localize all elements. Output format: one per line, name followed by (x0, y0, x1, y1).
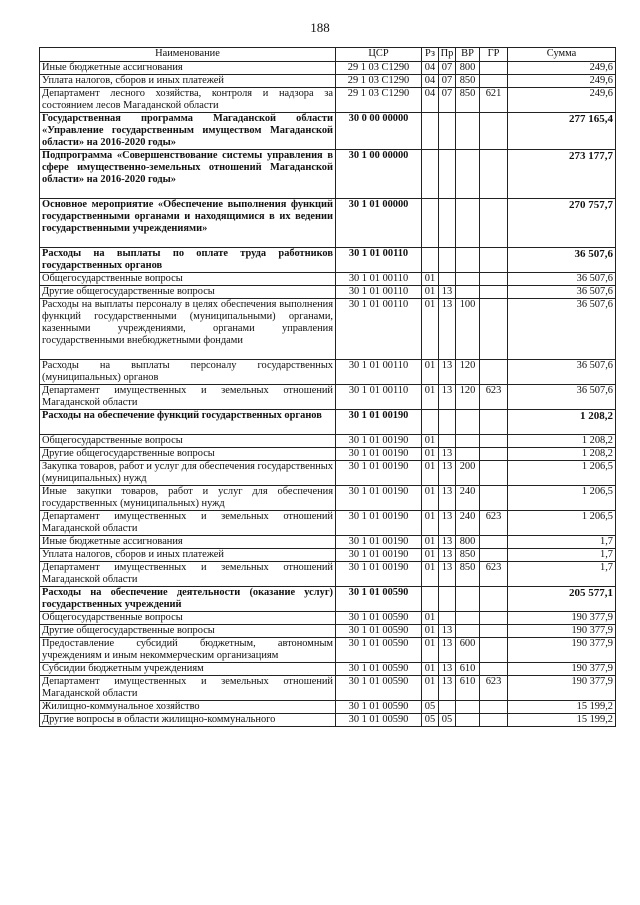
cell-name: Иные бюджетные ассигнования (40, 536, 336, 549)
header-name: Наименование (40, 48, 336, 62)
cell-vr: 610 (456, 676, 480, 701)
cell-vr (456, 448, 480, 461)
table-row (40, 113, 616, 150)
table-row (40, 701, 616, 714)
table-row (40, 385, 616, 410)
cell-vr: 610 (456, 663, 480, 676)
table-row (40, 410, 616, 435)
cell-csr: 30 1 01 00590 (336, 625, 422, 638)
cell-pr (439, 150, 456, 199)
cell-pr (439, 113, 456, 150)
cell-csr: 30 1 01 00190 (336, 410, 422, 435)
cell-name: Департамент имущественных и земельных отношений Магаданской области (40, 511, 336, 536)
cell-gr (480, 248, 508, 273)
cell-gr (480, 612, 508, 625)
cell-pr (439, 248, 456, 273)
cell-rz: 01 (422, 299, 439, 360)
cell-rz (422, 199, 439, 248)
cell-pr: 13 (439, 511, 456, 536)
cell-rz (422, 410, 439, 435)
header-rz: Рз (422, 48, 439, 62)
cell-name: Департамент лесного хозяйства, контроля и надзора за состоянием лесов Магаданской области (40, 88, 336, 113)
cell-vr (456, 248, 480, 273)
cell-pr: 13 (439, 461, 456, 486)
cell-rz (422, 150, 439, 199)
cell-pr: 13 (439, 663, 456, 676)
cell-pr: 07 (439, 62, 456, 75)
cell-name: Другие общегосударственные вопросы (40, 286, 336, 299)
cell-rz: 05 (422, 714, 439, 727)
cell-name: Расходы на выплаты по оплате труда работников государственных органов (40, 248, 336, 273)
cell-sum: 1 208,2 (508, 448, 616, 461)
cell-pr: 13 (439, 448, 456, 461)
cell-vr (456, 612, 480, 625)
cell-csr: 30 0 00 00000 (336, 113, 422, 150)
cell-gr (480, 625, 508, 638)
cell-rz: 01 (422, 536, 439, 549)
table-row (40, 676, 616, 701)
cell-vr: 850 (456, 75, 480, 88)
table-row (40, 360, 616, 385)
cell-name: Государственная программа Магаданской области «Управление государственным имуществом Магаданской области» на 2016-2020 годы» (40, 113, 336, 150)
cell-rz: 01 (422, 663, 439, 676)
cell-sum: 249,6 (508, 62, 616, 75)
cell-vr (456, 625, 480, 638)
cell-pr: 13 (439, 562, 456, 587)
cell-csr: 30 1 01 00190 (336, 461, 422, 486)
table-row (40, 286, 616, 299)
cell-vr (456, 273, 480, 286)
cell-pr: 07 (439, 88, 456, 113)
cell-vr: 800 (456, 536, 480, 549)
cell-pr (439, 273, 456, 286)
cell-pr (439, 435, 456, 448)
table-row (40, 587, 616, 612)
table-row (40, 248, 616, 273)
cell-gr (480, 461, 508, 486)
cell-pr: 13 (439, 536, 456, 549)
header-vr: ВР (456, 48, 480, 62)
cell-vr: 850 (456, 88, 480, 113)
table-row (40, 88, 616, 113)
cell-vr (456, 113, 480, 150)
cell-pr: 13 (439, 638, 456, 663)
cell-sum: 205 577,1 (508, 587, 616, 612)
cell-csr: 30 1 01 00590 (336, 587, 422, 612)
cell-rz: 01 (422, 435, 439, 448)
cell-sum: 36 507,6 (508, 248, 616, 273)
table-row (40, 612, 616, 625)
cell-vr (456, 435, 480, 448)
cell-vr (456, 199, 480, 248)
table-row (40, 448, 616, 461)
cell-vr: 120 (456, 385, 480, 410)
cell-gr: 621 (480, 88, 508, 113)
cell-sum: 190 377,9 (508, 676, 616, 701)
cell-sum: 190 377,9 (508, 625, 616, 638)
cell-name: Расходы на обеспечение деятельности (оказание услуг) государственных учреждений (40, 587, 336, 612)
cell-sum: 36 507,6 (508, 299, 616, 360)
cell-rz: 04 (422, 75, 439, 88)
table-row (40, 562, 616, 587)
cell-csr: 30 1 01 00110 (336, 299, 422, 360)
table-row (40, 486, 616, 511)
cell-pr: 07 (439, 75, 456, 88)
header-sum: Сумма (508, 48, 616, 62)
cell-csr: 30 1 01 00590 (336, 663, 422, 676)
table-header-row (40, 48, 616, 62)
cell-pr (439, 701, 456, 714)
cell-pr (439, 410, 456, 435)
cell-vr: 240 (456, 486, 480, 511)
cell-pr (439, 612, 456, 625)
cell-sum: 190 377,9 (508, 663, 616, 676)
cell-vr (456, 150, 480, 199)
cell-csr: 30 1 01 00190 (336, 448, 422, 461)
cell-csr: 30 1 01 00110 (336, 385, 422, 410)
cell-gr (480, 663, 508, 676)
cell-gr (480, 549, 508, 562)
table-row (40, 435, 616, 448)
cell-rz: 01 (422, 549, 439, 562)
cell-rz: 01 (422, 273, 439, 286)
cell-sum: 15 199,2 (508, 701, 616, 714)
cell-vr: 120 (456, 360, 480, 385)
cell-gr: 623 (480, 562, 508, 587)
cell-sum: 1 208,2 (508, 410, 616, 435)
table-row (40, 461, 616, 486)
cell-gr (480, 701, 508, 714)
cell-vr: 200 (456, 461, 480, 486)
cell-rz (422, 113, 439, 150)
table-row (40, 536, 616, 549)
cell-name: Расходы на выплаты персоналу в целях обеспечения выполнения функций государственными (муниципальными) органами, казенными учреждениями, органами управления государственными внебюджетными фондами (40, 299, 336, 360)
cell-sum: 1 206,5 (508, 486, 616, 511)
cell-gr: 623 (480, 385, 508, 410)
table-row (40, 199, 616, 248)
cell-sum: 273 177,7 (508, 150, 616, 199)
cell-sum: 1 206,5 (508, 511, 616, 536)
cell-sum: 249,6 (508, 75, 616, 88)
cell-name: Подпрограмма «Совершенствование системы управления в сфере имущественно-земельных отношений Магаданской области» на 2016-2020 годы» (40, 150, 336, 199)
cell-name: Закупка товаров, работ и услуг для обеспечения государственных (муниципальных) нужд (40, 461, 336, 486)
cell-pr: 13 (439, 486, 456, 511)
cell-gr (480, 75, 508, 88)
cell-csr: 29 1 03 С1290 (336, 88, 422, 113)
cell-gr (480, 536, 508, 549)
cell-pr: 05 (439, 714, 456, 727)
table-row (40, 299, 616, 360)
table-row (40, 62, 616, 75)
cell-name: Департамент имущественных и земельных отношений Магаданской области (40, 676, 336, 701)
cell-rz: 04 (422, 62, 439, 75)
cell-csr: 29 1 03 С1290 (336, 75, 422, 88)
table-row (40, 714, 616, 727)
cell-pr: 13 (439, 299, 456, 360)
cell-pr: 13 (439, 385, 456, 410)
cell-rz: 01 (422, 385, 439, 410)
cell-rz: 01 (422, 562, 439, 587)
cell-csr: 30 1 01 00000 (336, 199, 422, 248)
cell-name: Другие вопросы в области жилищно-коммунального (40, 714, 336, 727)
table-row (40, 625, 616, 638)
cell-csr: 30 1 01 00110 (336, 248, 422, 273)
cell-rz: 04 (422, 88, 439, 113)
cell-gr (480, 410, 508, 435)
cell-csr: 30 1 01 00110 (336, 360, 422, 385)
cell-sum: 1 208,2 (508, 435, 616, 448)
cell-pr (439, 587, 456, 612)
cell-gr (480, 448, 508, 461)
cell-vr (456, 286, 480, 299)
cell-rz: 01 (422, 486, 439, 511)
cell-name: Расходы на выплаты персоналу государственных (муниципальных) органов (40, 360, 336, 385)
cell-gr (480, 199, 508, 248)
header-csr: ЦСР (336, 48, 422, 62)
page-number: 188 (310, 20, 330, 35)
cell-csr: 30 1 01 00590 (336, 676, 422, 701)
cell-vr: 850 (456, 562, 480, 587)
cell-name: Иные бюджетные ассигнования (40, 62, 336, 75)
cell-rz: 01 (422, 676, 439, 701)
cell-csr: 30 1 01 00590 (336, 701, 422, 714)
cell-sum: 190 377,9 (508, 612, 616, 625)
cell-gr (480, 587, 508, 612)
cell-rz: 01 (422, 448, 439, 461)
cell-gr: 623 (480, 511, 508, 536)
cell-gr (480, 62, 508, 75)
cell-csr: 30 1 01 00190 (336, 562, 422, 587)
cell-gr (480, 299, 508, 360)
cell-csr: 30 1 01 00110 (336, 273, 422, 286)
cell-csr: 29 1 03 С1290 (336, 62, 422, 75)
cell-gr (480, 486, 508, 511)
cell-csr: 30 1 00 00000 (336, 150, 422, 199)
cell-sum: 36 507,6 (508, 385, 616, 410)
cell-name: Предоставление субсидий бюджетным, автономным учреждениям и иным некоммерческим организациям (40, 638, 336, 663)
cell-sum: 1 206,5 (508, 461, 616, 486)
table-row (40, 150, 616, 199)
cell-rz: 01 (422, 638, 439, 663)
cell-pr: 13 (439, 676, 456, 701)
cell-name: Субсидии бюджетным учреждениям (40, 663, 336, 676)
cell-gr (480, 273, 508, 286)
cell-name: Иные закупки товаров, работ и услуг для обеспечения государственных (муниципальных) нужд (40, 486, 336, 511)
cell-name: Уплата налогов, сборов и иных платежей (40, 549, 336, 562)
cell-sum: 270 757,7 (508, 199, 616, 248)
table-row (40, 663, 616, 676)
cell-csr: 30 1 01 00590 (336, 638, 422, 663)
cell-vr: 800 (456, 62, 480, 75)
cell-csr: 30 1 01 00190 (336, 435, 422, 448)
cell-rz (422, 587, 439, 612)
cell-rz: 01 (422, 360, 439, 385)
cell-pr: 13 (439, 549, 456, 562)
cell-csr: 30 1 01 00190 (336, 549, 422, 562)
table-row (40, 511, 616, 536)
cell-sum: 15 199,2 (508, 714, 616, 727)
cell-rz: 01 (422, 461, 439, 486)
cell-rz: 01 (422, 625, 439, 638)
cell-gr (480, 714, 508, 727)
cell-rz (422, 248, 439, 273)
cell-pr: 13 (439, 360, 456, 385)
cell-gr: 623 (480, 676, 508, 701)
header-pr: Пр (439, 48, 456, 62)
cell-gr (480, 360, 508, 385)
header-gr: ГР (480, 48, 508, 62)
cell-rz: 01 (422, 286, 439, 299)
cell-name: Основное мероприятие «Обеспечение выполнения функций государственными органами и находящимися в их ведении государственными учреждениями» (40, 199, 336, 248)
cell-name: Другие общегосударственные вопросы (40, 448, 336, 461)
cell-name: Расходы на обеспечение функций государственных органов (40, 410, 336, 435)
cell-vr (456, 587, 480, 612)
cell-sum: 1,7 (508, 549, 616, 562)
table-row (40, 638, 616, 663)
table-row (40, 549, 616, 562)
cell-sum: 249,6 (508, 88, 616, 113)
cell-sum: 36 507,6 (508, 273, 616, 286)
cell-vr: 240 (456, 511, 480, 536)
cell-vr (456, 701, 480, 714)
cell-vr: 850 (456, 549, 480, 562)
cell-name: Общегосударственные вопросы (40, 435, 336, 448)
cell-csr: 30 1 01 00590 (336, 612, 422, 625)
table-body (40, 62, 616, 727)
cell-vr: 100 (456, 299, 480, 360)
cell-gr (480, 113, 508, 150)
cell-name: Департамент имущественных и земельных отношений Магаданской области (40, 385, 336, 410)
cell-vr (456, 714, 480, 727)
cell-name: Другие общегосударственные вопросы (40, 625, 336, 638)
cell-pr (439, 199, 456, 248)
budget-table (39, 47, 616, 727)
cell-csr: 30 1 01 00190 (336, 486, 422, 511)
cell-name: Общегосударственные вопросы (40, 273, 336, 286)
cell-csr: 30 1 01 00190 (336, 536, 422, 549)
cell-gr (480, 150, 508, 199)
cell-gr (480, 286, 508, 299)
cell-csr: 30 1 01 00590 (336, 714, 422, 727)
cell-rz: 01 (422, 612, 439, 625)
cell-sum: 277 165,4 (508, 113, 616, 150)
cell-gr (480, 638, 508, 663)
cell-csr: 30 1 01 00190 (336, 511, 422, 536)
table-row (40, 75, 616, 88)
cell-sum: 1,7 (508, 536, 616, 549)
cell-sum: 190 377,9 (508, 638, 616, 663)
cell-gr (480, 435, 508, 448)
cell-vr: 600 (456, 638, 480, 663)
cell-name: Департамент имущественных и земельных отношений Магаданской области (40, 562, 336, 587)
cell-sum: 1,7 (508, 562, 616, 587)
cell-name: Уплата налогов, сборов и иных платежей (40, 75, 336, 88)
table-row (40, 273, 616, 286)
cell-rz: 01 (422, 511, 439, 536)
cell-sum: 36 507,6 (508, 286, 616, 299)
cell-pr: 13 (439, 286, 456, 299)
cell-sum: 36 507,6 (508, 360, 616, 385)
cell-vr (456, 410, 480, 435)
cell-name: Жилищно-коммунальное хозяйство (40, 701, 336, 714)
cell-pr: 13 (439, 625, 456, 638)
cell-csr: 30 1 01 00110 (336, 286, 422, 299)
cell-name: Общегосударственные вопросы (40, 612, 336, 625)
cell-rz: 05 (422, 701, 439, 714)
